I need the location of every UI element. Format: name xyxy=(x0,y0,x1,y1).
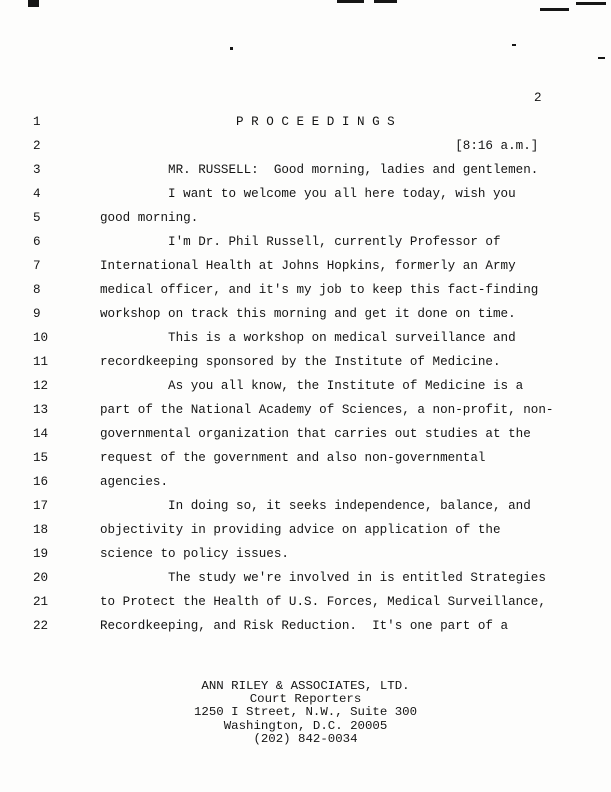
transcript-line xyxy=(0,302,611,326)
line-number: 2 xyxy=(33,139,41,153)
line-number: 3 xyxy=(33,163,41,177)
reporter-name: ANN RILEY & ASSOCIATES, LTD. xyxy=(201,679,410,693)
line-number: 14 xyxy=(33,427,49,441)
line-text: agencies. xyxy=(100,475,169,489)
transcript-line xyxy=(0,182,611,206)
transcript-line xyxy=(0,398,611,422)
line-number: 1 xyxy=(33,115,41,129)
line-number: 20 xyxy=(33,571,49,585)
line-text: [8:16 a.m.] xyxy=(100,139,539,153)
transcript-line xyxy=(0,326,611,350)
line-text: International Health at Johns Hopkins, formerly an Army xyxy=(100,259,516,273)
line-number: 10 xyxy=(33,331,49,345)
scan-artifact xyxy=(576,2,606,5)
line-text: science to policy issues. xyxy=(100,547,289,561)
scan-artifact xyxy=(598,57,605,59)
scan-artifact xyxy=(28,0,39,7)
reporter-address-city: Washington, D.C. 20005 xyxy=(223,718,388,733)
line-number: 6 xyxy=(33,235,41,249)
line-number: 13 xyxy=(33,403,49,417)
transcript-line xyxy=(0,350,611,374)
scan-artifact xyxy=(512,44,516,46)
line-text: good morning. xyxy=(100,211,199,225)
transcript-line xyxy=(0,590,611,614)
line-text: governmental organization that carries out studies at the xyxy=(100,427,531,441)
reporter-address-street: 1250 I Street, N.W., Suite 300 xyxy=(193,705,418,720)
line-text: request of the government and also non-governmental xyxy=(100,451,486,465)
transcript-line xyxy=(0,542,611,566)
line-number: 11 xyxy=(33,355,49,369)
line-number: 8 xyxy=(33,283,41,297)
line-text: I'm Dr. Phil Russell, currently Professor of xyxy=(100,235,501,249)
line-number: 21 xyxy=(33,595,49,609)
scan-artifact xyxy=(337,0,364,3)
transcript-line xyxy=(0,494,611,518)
line-number: 9 xyxy=(33,307,41,321)
line-text: I want to welcome you all here today, wish you xyxy=(100,187,516,201)
transcript-line xyxy=(0,374,611,398)
line-number: 17 xyxy=(33,499,49,513)
line-text: workshop on track this morning and get it done on time. xyxy=(100,307,516,321)
line-number: 22 xyxy=(33,619,49,633)
line-text: The study we're involved in is entitled Strategies xyxy=(100,571,546,585)
transcript-line xyxy=(0,470,611,494)
transcript-line xyxy=(0,110,611,134)
line-text: part of the National Academy of Sciences, a non-profit, non- xyxy=(100,403,554,417)
transcript-line xyxy=(0,614,611,638)
line-number: 18 xyxy=(33,523,49,537)
reporter-phone: (202) 842-0034 xyxy=(253,731,358,746)
line-text: to Protect the Health of U.S. Forces, Medical Surveillance, xyxy=(100,595,546,609)
transcript-line xyxy=(0,566,611,590)
line-text: objectivity in providing advice on application of the xyxy=(100,523,501,537)
page-number: 2 xyxy=(534,91,542,105)
line-text: medical officer, and it's my job to keep this fact-finding xyxy=(100,283,539,297)
line-text: recordkeeping sponsored by the Institute of Medicine. xyxy=(100,355,501,369)
reporter-footer xyxy=(0,680,611,746)
line-number: 12 xyxy=(33,379,49,393)
line-text: As you all know, the Institute of Medicine is a xyxy=(100,379,524,393)
transcript-line xyxy=(0,278,611,302)
line-text: P R O C E E D I N G S xyxy=(100,115,395,129)
transcript-line xyxy=(0,158,611,182)
line-text: MR. RUSSELL: Good morning, ladies and gentlemen. xyxy=(100,163,539,177)
scan-artifact xyxy=(230,47,233,50)
line-text: Recordkeeping, and Risk Reduction. It's one part of a xyxy=(100,619,509,633)
transcript-line xyxy=(0,134,611,158)
line-number: 7 xyxy=(33,259,41,273)
line-text: In doing so, it seeks independence, balance, and xyxy=(100,499,531,513)
transcript-line xyxy=(0,422,611,446)
line-text: This is a workshop on medical surveillance and xyxy=(100,331,516,345)
transcript-line xyxy=(0,446,611,470)
line-number: 4 xyxy=(33,187,41,201)
transcript-line xyxy=(0,518,611,542)
scan-artifact xyxy=(374,0,397,3)
line-number: 16 xyxy=(33,475,49,489)
line-number: 15 xyxy=(33,451,49,465)
reporter-title: Court Reporters xyxy=(249,692,362,707)
line-number: 19 xyxy=(33,547,49,561)
transcript-body xyxy=(0,110,611,638)
transcript-line xyxy=(0,230,611,254)
line-number: 5 xyxy=(33,211,41,225)
scan-artifact xyxy=(540,8,569,11)
transcript-line xyxy=(0,206,611,230)
transcript-line xyxy=(0,254,611,278)
